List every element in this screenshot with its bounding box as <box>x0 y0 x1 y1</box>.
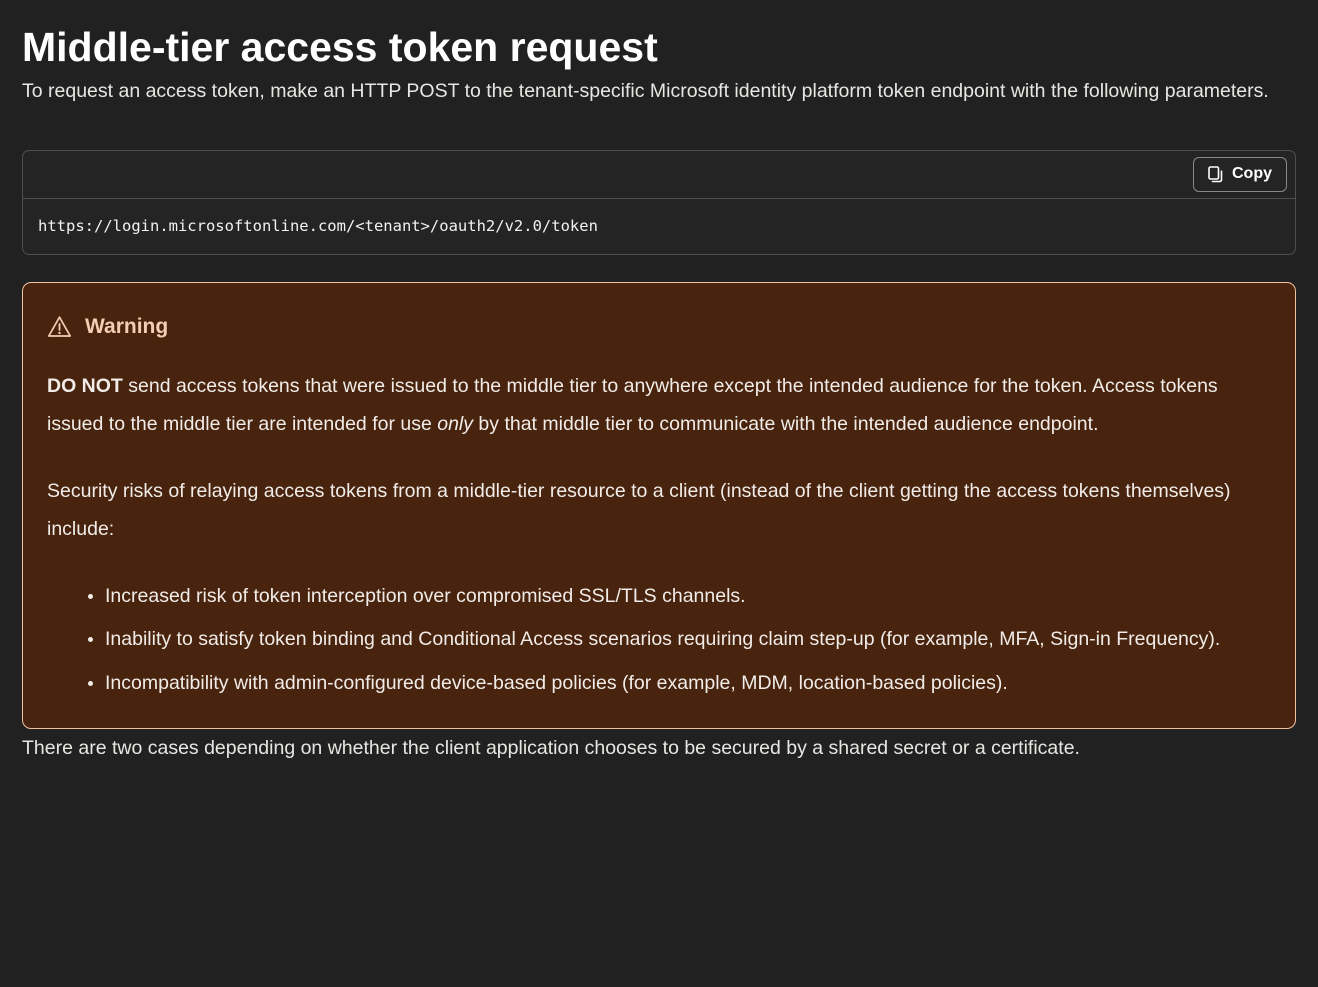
warning-text-a: send access tokens that were issued to the middle tier to anywhere except the intended audience for the token. Access tokens issued to the middle tier are intended for use <box>47 374 1218 435</box>
code-text: https://login.microsoftonline.com/<tenant>/oauth2/v2.0/token <box>38 216 598 235</box>
code-content <box>23 199 1295 254</box>
intro-paragraph: To request an access token, make an HTTP POST to the tenant-specific Microsoft identity platform token endpoint with the following parameters. <box>22 80 1269 102</box>
warning-triangle-icon <box>47 315 72 338</box>
outro-paragraph: There are two cases depending on whether the client application chooses to be secured by a shared secret or a certificate. <box>22 737 1080 759</box>
list-item: • Inability to satisfy token binding and Conditional Access scenarios requiring claim step-up (for example, MFA, Sign-in Frequency). <box>105 620 1271 659</box>
copy-icon <box>1208 166 1223 183</box>
warning-italic-word: only <box>437 413 474 435</box>
list-item: • Incompatibility with admin-configured device-based policies (for example, MDM, location-based policies). <box>105 664 1271 703</box>
warning-bullet-list <box>47 577 1271 703</box>
warning-bold-lead: DO NOT <box>47 374 123 397</box>
warning-text-b: by that middle tier to communicate with the intended audience endpoint. <box>473 413 1099 435</box>
warning-paragraph-1 <box>47 367 1271 444</box>
copy-button-label: Copy <box>1232 165 1272 182</box>
warning-paragraph-2: Security risks of relaying access tokens from a middle-tier resource to a client (instead of the client getting the access tokens themselves) include: <box>47 479 1231 540</box>
warning-heading <box>47 307 1271 339</box>
list-item: • Increased risk of token interception over compromised SSL/TLS channels. <box>105 577 1271 616</box>
warning-alert <box>22 282 1296 730</box>
warning-heading-label: Warning <box>85 314 169 338</box>
page-title: Middle-tier access token request <box>22 24 658 70</box>
code-block-header <box>23 151 1295 199</box>
copy-button[interactable] <box>1193 157 1287 192</box>
code-block <box>22 150 1296 255</box>
